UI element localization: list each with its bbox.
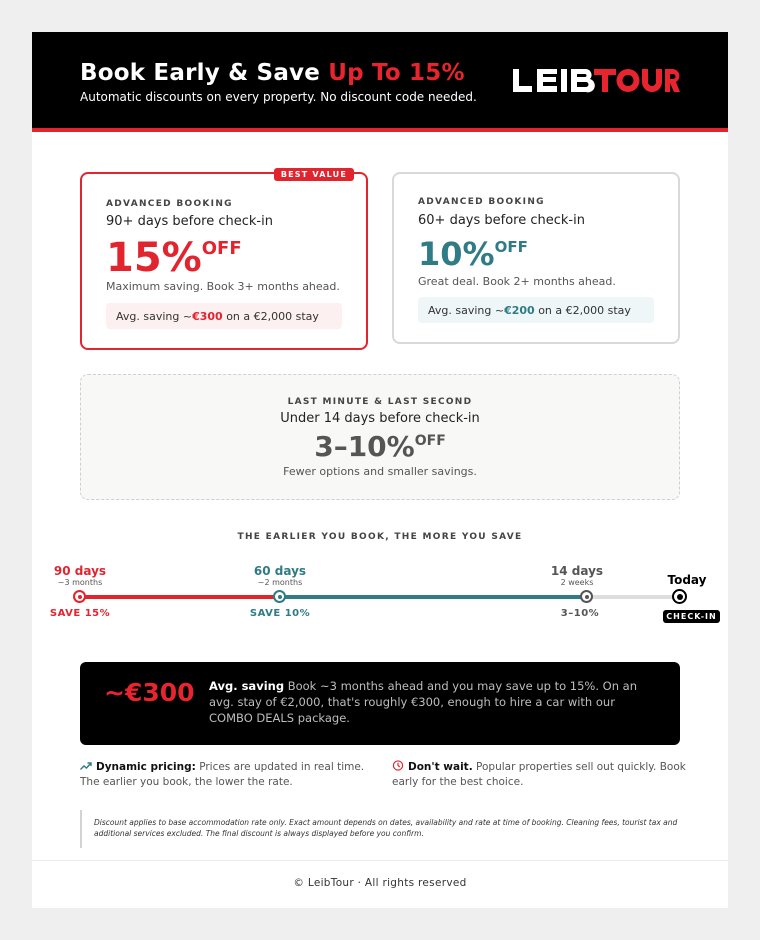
offer-window: 60+ days before check-in bbox=[418, 213, 585, 228]
off-label: OFF bbox=[494, 238, 528, 256]
timeline-label-60-days: 60 days bbox=[253, 564, 307, 578]
timeline-segment-teal bbox=[280, 595, 586, 599]
off-label: OFF bbox=[414, 433, 446, 449]
percent-value: 3–10% bbox=[314, 430, 415, 463]
promo-lead: Avg. saving bbox=[209, 679, 285, 693]
timeline-heading: THE EARLIER YOU BOOK, THE MORE YOU SAVE bbox=[237, 532, 523, 542]
offer-window: 90+ days before check-in bbox=[106, 214, 273, 229]
timeline-node-60-days bbox=[273, 590, 286, 603]
offer-percent bbox=[106, 235, 242, 281]
timeline-node-today bbox=[672, 589, 687, 604]
offer-note: Fewer options and smaller savings. bbox=[283, 465, 477, 478]
offer-percent bbox=[418, 235, 528, 273]
percent-value: 10% bbox=[418, 235, 495, 273]
promo-amount: ~€300 bbox=[104, 678, 195, 707]
saving-prefix: Avg. saving ~ bbox=[428, 304, 505, 317]
timeline-label-90-days: 90 days bbox=[53, 564, 107, 578]
clock-icon bbox=[392, 760, 404, 771]
leibtour-logo bbox=[510, 66, 680, 96]
page-subtitle: Automatic discounts on every property. No discount code needed. bbox=[80, 90, 477, 104]
timeline-sub-14-days: 2 weeks bbox=[560, 578, 594, 587]
promo-banner bbox=[80, 662, 680, 745]
promo-text bbox=[209, 678, 649, 726]
offer-percent bbox=[81, 430, 679, 463]
header-banner bbox=[32, 32, 728, 132]
saving-suffix: on a €2,000 stay bbox=[222, 310, 319, 323]
footer: © LeibTour · All rights reserved bbox=[32, 860, 728, 908]
offer-card-last-minute bbox=[80, 374, 680, 500]
offer-kicker: LAST MINUTE & LAST SECOND bbox=[287, 397, 473, 407]
promo-body: Book ~3 months ahead and you may save up to 15%. On an avg. stay of €2,000, that's roughly €300, enough to hire a car with our COMBO DEALS package. bbox=[209, 679, 637, 725]
timeline-save-14-days: 3–10% bbox=[560, 608, 600, 619]
timeline-sub-60-days: ~2 months bbox=[257, 578, 303, 587]
offer-window: Under 14 days before check-in bbox=[280, 411, 480, 426]
offer-card-60-days bbox=[392, 172, 680, 344]
offer-card-90-days bbox=[80, 172, 368, 350]
saving-suffix: on a €2,000 stay bbox=[534, 304, 631, 317]
trend-up-icon bbox=[80, 761, 92, 771]
timeline-label-today: Today bbox=[667, 573, 707, 587]
timeline-save-90-days: SAVE 15% bbox=[49, 608, 111, 619]
tip-text: Popular properties sell out quickly. Book early for the best choice. bbox=[392, 761, 686, 788]
timeline-label-14-days: 14 days bbox=[550, 564, 604, 578]
timeline-segment-red bbox=[80, 595, 280, 599]
timeline-node-90-days bbox=[73, 590, 86, 603]
best-value-badge: BEST VALUE bbox=[274, 168, 354, 181]
offer-note: Great deal. Book 2+ months ahead. bbox=[418, 275, 616, 288]
tip-dynamic-pricing bbox=[80, 760, 375, 790]
tip-lead: Don't wait. bbox=[408, 761, 473, 773]
timeline-sub-90-days: ~3 months bbox=[57, 578, 103, 587]
off-label: OFF bbox=[201, 238, 242, 259]
saving-amount: €300 bbox=[192, 310, 223, 323]
saving-amount: €200 bbox=[504, 304, 535, 317]
saving-prefix: Avg. saving ~ bbox=[116, 310, 193, 323]
check-in-tag: CHECK-IN bbox=[663, 610, 720, 623]
timeline-segment-gray bbox=[586, 595, 680, 599]
promo-page bbox=[32, 32, 728, 908]
disclaimer: Discount applies to base accommodation rate only. Exact amount depends on dates, availability and rate at time of booking. Cleaning fees, tourist tax and additional services excluded. The final discount is always displayed before you confirm. bbox=[80, 810, 680, 848]
timeline-node-14-days bbox=[580, 590, 593, 603]
page-title bbox=[80, 60, 465, 86]
tip-lead: Dynamic pricing: bbox=[96, 761, 196, 773]
timeline-save-60-days: SAVE 10% bbox=[249, 608, 311, 619]
tip-dont-wait bbox=[392, 760, 687, 790]
saving-box bbox=[418, 297, 654, 323]
offer-kicker: ADVANCED BOOKING bbox=[106, 199, 233, 209]
tip-text: Prices are updated in real time. The earlier you book, the lower the rate. bbox=[80, 761, 365, 788]
offer-note: Maximum saving. Book 3+ months ahead. bbox=[106, 280, 340, 293]
saving-box bbox=[106, 303, 342, 329]
title-accent: Up To 15% bbox=[328, 60, 465, 86]
percent-value: 15% bbox=[106, 235, 202, 281]
title-main: Book Early & Save bbox=[80, 60, 321, 86]
offer-kicker: ADVANCED BOOKING bbox=[418, 197, 545, 207]
